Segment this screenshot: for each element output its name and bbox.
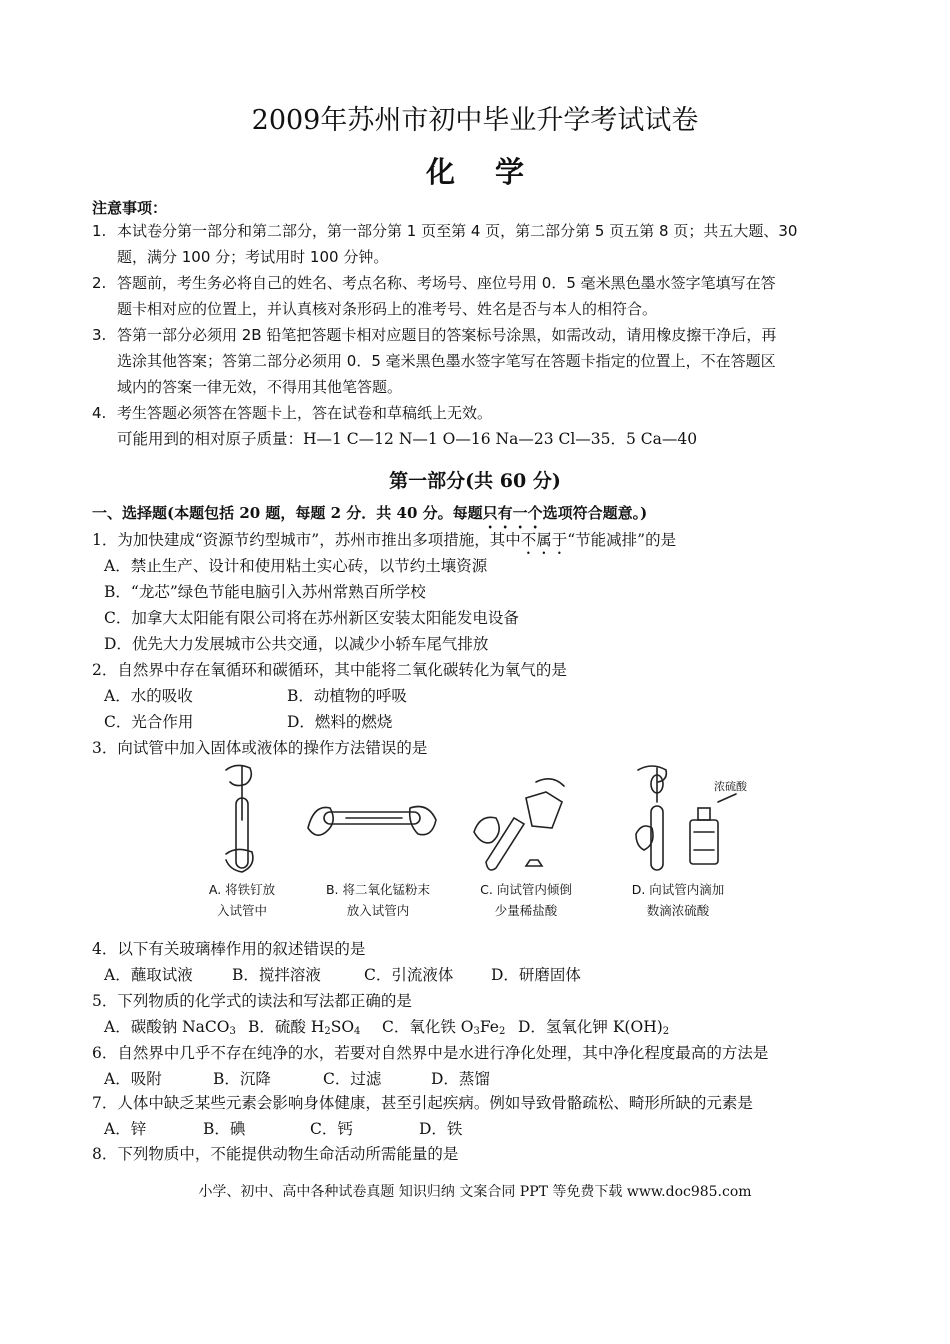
bottle-label: 浓硫酸 (714, 780, 747, 793)
q3-caption-d: D. 向试管内滴加 数滴浓硫酸 (631, 882, 725, 918)
q4-option-c: C．引流液体 (364, 966, 454, 984)
q2-option-d: D．燃料的燃烧 (287, 713, 393, 731)
question-2-stem: 2．自然界中存在氧循环和碳循环，其中能将二氧化碳转化为氧气的是 (92, 661, 567, 679)
q7-option-b: B．碘 (203, 1120, 246, 1138)
q1-option-c: C．加拿大太阳能有限公司将在苏州新区安装太阳能发电设备 (104, 609, 519, 627)
q2-option-a: A．水的吸收 (104, 687, 193, 705)
test-tube-c (486, 818, 524, 870)
q3-caption-c: C. 向试管内倾倒 少量稀盐酸 (480, 882, 572, 918)
notice-item-3: 3. 答第一部分必须用 2B 铅笔把答题卡相对应题目的答案标号涂黑，如需改动，请用橡皮擦干净后，再 (92, 326, 777, 344)
question-6-stem: 6．自然界中几乎不存在纯净的水，若要对自然界中是水进行净化处理，其中净化程度最高的方法是 (92, 1044, 769, 1062)
q4-option-d: D．研磨固体 (491, 966, 581, 984)
q5-option-c: C．氧化铁 $O_3Fe_2$ (382, 1018, 506, 1037)
subject-title: 化学 (425, 155, 564, 189)
q1-option-d: D．优先大力发展城市公共交通，以减少小轿车尾气排放 (104, 635, 489, 653)
q7-option-d: D．铁 (419, 1120, 463, 1138)
notice-heading: 注意事项： (92, 199, 168, 217)
q6-option-b: B．沉降 (213, 1070, 271, 1088)
notice-item-4: 4. 考生答题必须答在答题卡上，答在试卷和草稿纸上无效。 (92, 404, 493, 422)
question-5-stem: 5．下列物质的化学式的读法和写法都正确的是 (92, 992, 412, 1010)
q5-option-d: D．氢氧化钾 $K(OH)_2$ (518, 1018, 670, 1037)
q6-option-d: D．蒸馏 (431, 1070, 490, 1088)
notice-item-1: 1. 本试卷分第一部分和第二部分，第一部分第 1 页至第 4 页，第二部分第 5 页五第 8 页；共五大题、30 (92, 222, 798, 240)
q3-figure-drawing (196, 762, 766, 880)
q1-option-b: B．“龙芯”绿色节能电脑引入苏州常熟百所学校 (104, 583, 426, 601)
section-one-heading: 一、选择题(本题包括 20 题，每题 2 分．共 40 分。每题只有一个选项符合题意。) (92, 504, 648, 522)
atomic-mass-line: 可能用到的相对原子质量：H—1 C—12 N—1 O—16 Na—23 Cl—35．5 Ca—40 (117, 430, 698, 448)
q3-caption-b: B. 将二氧化锰粉末 放入试管内 (325, 882, 431, 918)
notice-item-2: 2. 答题前，考生务必将自己的姓名、考点名称、考场号、座位号用 0．5 毫米黑色墨水签字笔填写在答 (92, 274, 776, 292)
q5-option-a: A．碳酸钠 NaCO$_3$ (104, 1018, 236, 1037)
q3-figure (196, 762, 766, 932)
q2-option-c: C．光合作用 (104, 713, 194, 731)
question-4-stem: 4．以下有关玻璃棒作用的叙述错误的是 (92, 940, 366, 958)
question-7-stem: 7．人体中缺乏某些元素会影响身体健康，甚至引起疾病。例如导致骨骼疏松、畸形所缺的元素是 (92, 1094, 753, 1112)
exam-title: 2009年苏州市初中毕业升学考试试卷 (251, 105, 699, 136)
q5-option-b: B．硫酸 $H_2SO_4$ (248, 1018, 361, 1037)
q7-option-a: A．锌 (104, 1120, 147, 1138)
page-footer: 小学、初中、高中各种试卷真题 知识归纳 文案合同 PPT 等免费下载 www.doc985.com (198, 1184, 752, 1200)
q1-option-a: A．禁止生产、设计和使用粘土实心砖，以节约土壤资源 (104, 557, 488, 575)
notice-item-3-cont2: 域内的答案一律无效，不得用其他笔答题。 (117, 378, 403, 396)
q2-option-b: B．动植物的呼吸 (287, 687, 407, 705)
question-3-stem: 3．向试管中加入固体或液体的操作方法错误的是 (92, 739, 428, 757)
notice-item-2-cont: 题卡相对应的位置上，并认真核对条形码上的准考号、姓名是否与本人的相符合。 (117, 300, 658, 318)
reagent-bottle (690, 820, 718, 864)
notice-item-1-cont: 题，满分 100 分；考试用时 100 分钟。 (117, 248, 389, 266)
q6-option-c: C．过滤 (323, 1070, 382, 1088)
question-1-stem: 1．为加快建成“资源节约型城市”，苏州市推出多项措施，其中不属于“节能减排”的是 (92, 531, 677, 549)
q4-option-a: A．蘸取试液 (104, 966, 193, 984)
notice-item-3-cont: 选涂其他答案；答第二部分必须用 0．5 毫米黑色墨水签字笔写在答题卡指定的位置上，不在答题区 (117, 352, 776, 370)
q4-option-b: B．搅拌溶液 (232, 966, 321, 984)
q7-option-c: C．钙 (310, 1120, 353, 1138)
question-8-stem: 8．下列物质中，不能提供动物生命活动所需能量的是 (92, 1145, 459, 1163)
q6-option-a: A．吸附 (104, 1070, 162, 1088)
part-one-heading: 第一部分(共 60 分) (389, 470, 561, 492)
q3-caption-a: A. 将铁钉放 入试管中 (208, 882, 276, 918)
